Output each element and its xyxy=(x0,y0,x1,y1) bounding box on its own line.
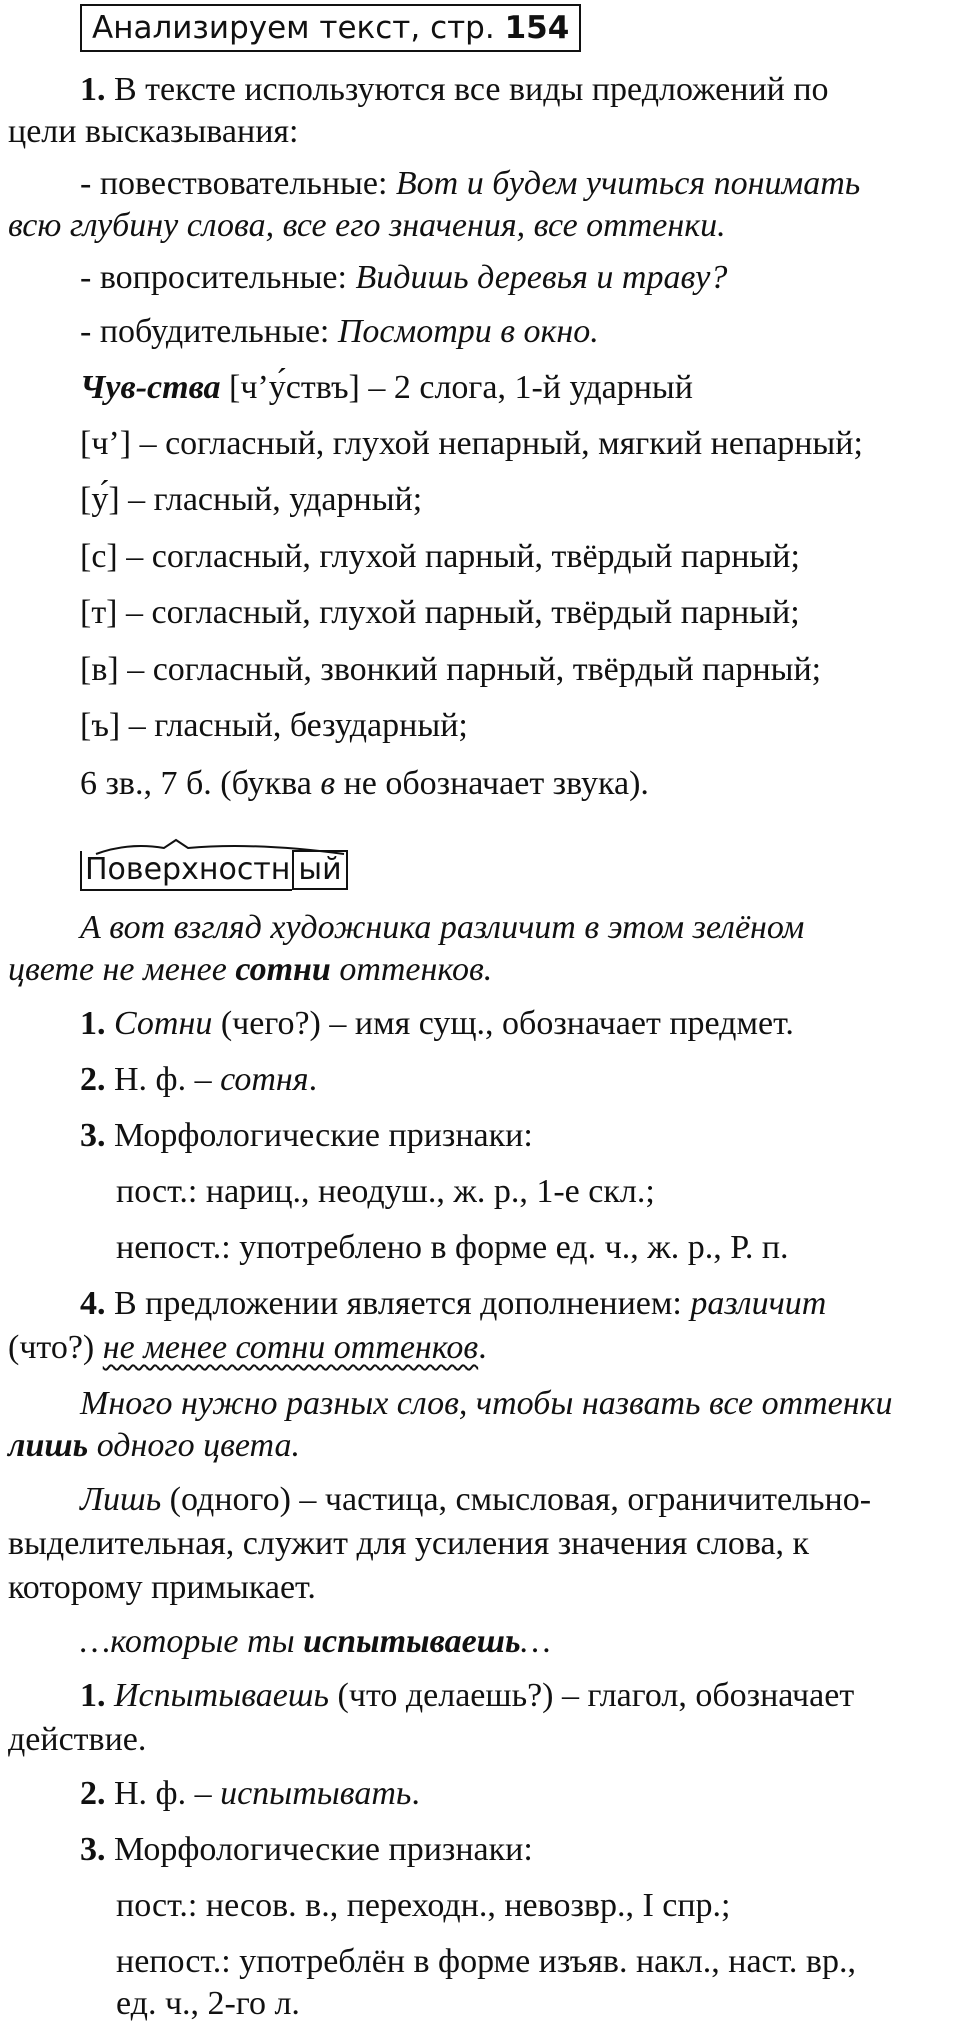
sentence3 xyxy=(80,1622,551,1662)
text: . xyxy=(308,1061,318,1098)
text: 6 зв., 7 б. (буква xyxy=(80,765,321,802)
sentence2-line2 xyxy=(8,1426,300,1466)
sound-row: [ъ] – гласный, безударный; xyxy=(80,707,468,744)
text: Морфологические признаки: xyxy=(105,1831,533,1868)
word: сотня xyxy=(220,1061,309,1098)
page-header xyxy=(80,4,581,52)
imperative-line xyxy=(80,312,599,352)
item-number: 4. xyxy=(80,1285,106,1322)
isp-constant: пост.: несов. в., переходн., невозвр., I спр.; xyxy=(116,1887,731,1924)
item-number: 1. xyxy=(80,71,106,108)
underlined-phrase: не менее сотни оттенков xyxy=(102,1329,479,1366)
phonetic-word: Чув-ства xyxy=(80,369,221,406)
word: Испытываешь xyxy=(105,1677,330,1714)
item-number: 3. xyxy=(80,1831,106,1868)
text: В предложении является дополнением: xyxy=(105,1285,691,1322)
isp-point2 xyxy=(80,1774,420,1814)
word-ending: ый xyxy=(292,850,347,890)
question: (что?) xyxy=(8,1329,103,1366)
word-stem: Поверхностн xyxy=(80,851,292,891)
item-number: 2. xyxy=(80,1775,106,1812)
text: Морфологические признаки: xyxy=(105,1117,533,1154)
lish-line3: которому примыкает. xyxy=(8,1569,316,1606)
text: (чего?) – имя сущ., обозначает предмет. xyxy=(212,1005,794,1042)
text: не обозначает звука). xyxy=(335,765,649,802)
text: . xyxy=(478,1329,487,1366)
text: Н. ф. – xyxy=(105,1061,221,1098)
label: - побудительные: xyxy=(80,313,338,350)
task1-line2: цели высказывания: xyxy=(8,113,299,150)
text: (одного) – частица, смысловая, ограничительно- xyxy=(161,1481,872,1518)
sentence1-line1 xyxy=(80,908,804,948)
phonetic-title xyxy=(80,368,693,408)
highlighted-word: сотни xyxy=(235,951,331,988)
word: Лишь xyxy=(80,1481,162,1518)
text: одного цвета. xyxy=(88,1427,300,1464)
item-number: 1. xyxy=(80,1677,106,1714)
item-number: 1. xyxy=(80,1005,106,1042)
highlighted-word: испытываешь xyxy=(303,1623,521,1660)
header-prefix: Анализируем текст, стр. xyxy=(92,10,505,46)
transcription: [ч’у́ствъ] – 2 слога, 1-й ударный xyxy=(220,369,693,406)
item-number: 2. xyxy=(80,1061,106,1098)
sotni-nonconstant: непост.: употреблено в форме ед. ч., ж. р., Р. п. xyxy=(116,1229,789,1266)
text: … xyxy=(520,1623,551,1660)
morphemic-analysis xyxy=(80,850,348,891)
text: . xyxy=(411,1775,420,1812)
isp-point1-line2: действие. xyxy=(8,1721,147,1758)
isp-point3 xyxy=(80,1830,533,1870)
word: испытывать xyxy=(220,1775,412,1812)
sotni-point4-line2 xyxy=(8,1328,487,1368)
sotni-point2 xyxy=(80,1060,317,1100)
text: А вот взгляд художника различит в этом зелёном xyxy=(80,909,805,946)
text: Н. ф. – xyxy=(105,1775,221,1812)
narrative-line2 xyxy=(8,206,726,246)
sound-row: [ч’] – согласный, глухой непарный, мягкий непарный; xyxy=(80,425,863,462)
lish-line2: выделительная, служит для усиления значения слова, к xyxy=(8,1525,810,1562)
sotni-constant: пост.: нариц., неодуш., ж. р., 1-е скл.; xyxy=(116,1173,655,1210)
text: В тексте используются все виды предложений по xyxy=(105,71,829,108)
lish-line1 xyxy=(80,1480,871,1520)
isp-point1 xyxy=(80,1676,854,1716)
text: оттенков. xyxy=(330,951,493,988)
word: Сотни xyxy=(105,1005,213,1042)
sotni-point3 xyxy=(80,1116,533,1156)
isp-nonconstant-line1: непост.: употреблён в форме изъяв. накл., наст. вр., xyxy=(116,1943,856,1980)
sound-row: [у́] – гласный, ударный; xyxy=(80,481,423,518)
text: (что делаешь?) – глагол, обозначает xyxy=(329,1677,855,1714)
example: Посмотри в окно. xyxy=(337,313,599,350)
text: …которые ты xyxy=(80,1623,304,1660)
question-line xyxy=(80,258,727,298)
example: всю глубину слова, все его значения, все оттенки. xyxy=(8,207,726,244)
example: Вот и будем учиться понимать xyxy=(395,165,861,202)
item-number: 3. xyxy=(80,1117,106,1154)
label: - вопросительные: xyxy=(80,259,356,296)
label: - повествовательные: xyxy=(80,165,396,202)
sotni-point4 xyxy=(80,1284,826,1324)
text: цвете не менее xyxy=(8,951,236,988)
root-arc-icon xyxy=(94,838,354,858)
phonetic-summary xyxy=(80,764,649,804)
header-page-number: 154 xyxy=(504,10,570,46)
word: различит xyxy=(690,1285,827,1322)
sound-row: [с] – согласный, глухой парный, твёрдый парный; xyxy=(80,538,800,575)
highlighted-word: лишь xyxy=(8,1427,89,1464)
letter: в xyxy=(320,765,336,802)
sound-row: [т] – согласный, глухой парный, твёрдый парный; xyxy=(80,594,800,631)
sound-row: [в] – согласный, звонкий парный, твёрдый парный; xyxy=(80,651,822,688)
isp-nonconstant-line2: ед. ч., 2-го л. xyxy=(116,1985,300,2022)
narrative-line xyxy=(80,164,860,204)
example: Видишь деревья и траву? xyxy=(355,259,728,296)
sentence2-line1 xyxy=(80,1384,893,1424)
sotni-point1 xyxy=(80,1004,794,1044)
sentence1-line2 xyxy=(8,950,492,990)
task1-line1 xyxy=(80,70,829,110)
text: Много нужно разных слов, чтобы назвать все оттенки xyxy=(80,1385,893,1422)
